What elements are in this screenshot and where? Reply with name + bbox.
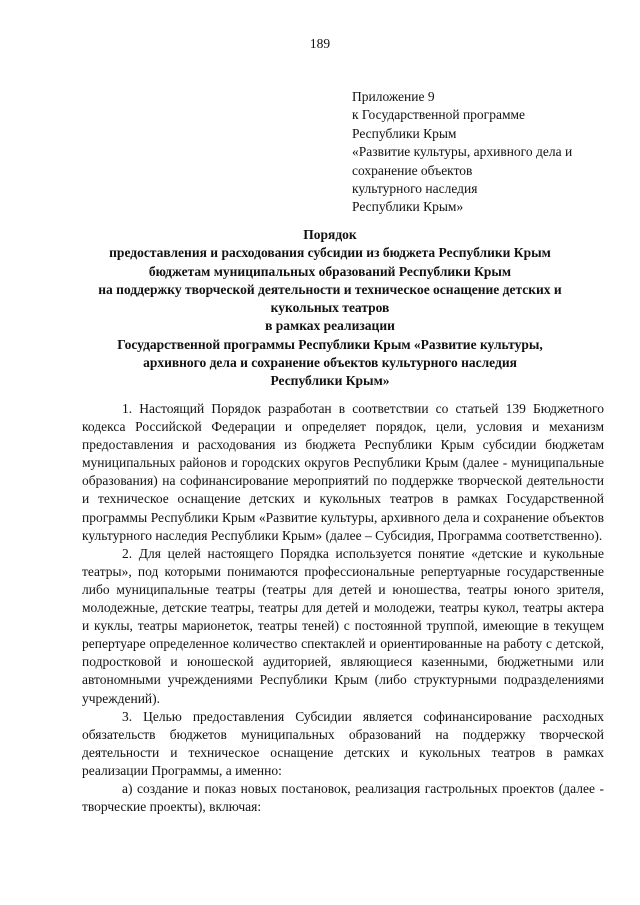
title-line: предоставления и расходования субсидии из бюджета Республики Крым [109,245,551,261]
appendix-line: культурного наследия [352,181,478,197]
title-line: бюджетам муниципальных образований Республики Крым [148,263,512,279]
appendix-line: Республики Крым [352,125,457,141]
title-line: в рамках реализации [265,318,395,334]
page-number: 189 [309,36,331,51]
title-line: архивного дела и сохранение объектов культурного наследия [143,355,517,371]
appendix-line: Республики Крым» [352,199,464,215]
title-line: кукольных театров [270,300,390,316]
document-body [82,400,604,816]
paragraph-3a: а) создание и показ новых постановок, реализация гастрольных проектов (далее - творческие проекты), включая: [82,780,604,815]
appendix-block [352,88,622,217]
paragraph-3: 3. Целью предоставления Субсидии является софинансирование расходных обязательств бюджетов муниципальных образований на поддержку творческой деятельности и техническое оснащение детских и кукольных театров в рамках реализации Программы, а именно: [82,708,604,778]
title-line: Порядок [303,227,357,242]
title-line: на поддержку творческой деятельности и техническое оснащение детских и [98,281,562,297]
appendix-line: к Государственной программе [352,107,526,123]
paragraph-1: 1. Настоящий Порядок разработан в соответствии со статьей 139 Бюджетного кодекса Российской Федерации и определяет порядок, цели, условия и механизм предоставления и расходования из бюджета Республики Крым субсидии бюджетам муниципальных районов и городских округов Республики Крым (далее - муниципальные образования) на софинансирование мероприятий по поддержке творческой деятельности и техническое оснащение детских и кукольных театров в рамках Государственной программы Республики Крым «Развитие культуры, архивного дела и сохранение объектов культурного наследия Республики Крым» (далее – Субсидия, Программа соответственно). [82,401,604,543]
title-line: Республики Крым» [270,373,390,389]
appendix-line: Приложение 9 [352,89,435,104]
title-line: Государственной программы Республики Крым «Развитие культуры, [117,336,543,352]
paragraph-2: 2. Для целей настоящего Порядка используется понятие «детские и кукольные театры», под которыми понимаются профессиональные репертуарные государственные либо муниципальные театры (театры для детей и юношества, театры юного зрителя, молодежные, детские театры, театры для детей и молодежи, театры кукол, театры актера и куклы, театры марионеток, театры теней) с постоянной труппой, имеющие в текущем репертуаре определенное количество спектаклей и ориентированные на работу с детской, подростковой и юношеской аудиторией, являющиеся казенными, бюджетными или автономными учреждениями Республики Крым (либо структурными подразделениями учреждений). [82,545,604,706]
document-title [40,226,620,391]
appendix-line: «Развитие культуры, архивного дела и [352,144,573,160]
appendix-line: сохранение объектов [352,162,473,178]
